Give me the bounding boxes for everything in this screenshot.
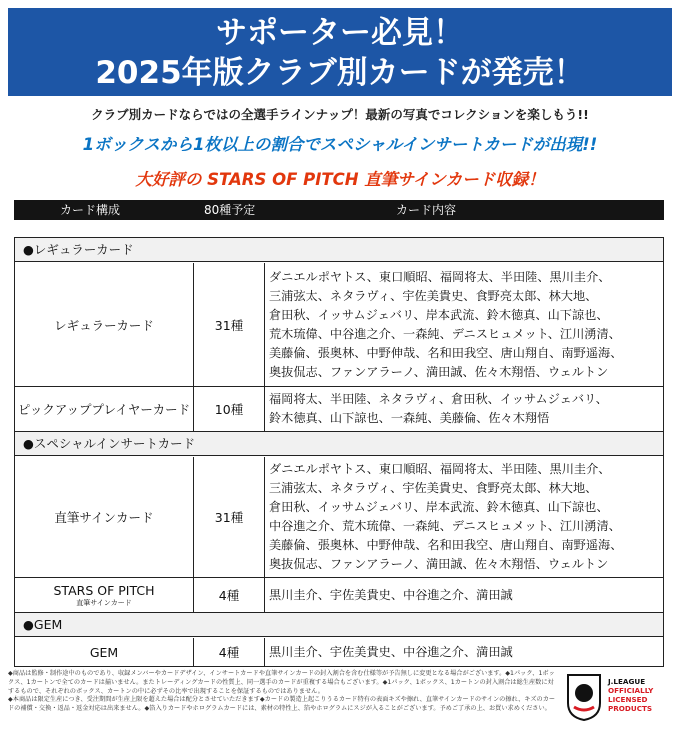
table-row-gem [15, 638, 663, 666]
headline-line-2: 2025年版クラブ別カードが発売！ [95, 55, 585, 91]
row-content: ダニエルポヤトス、東口順昭、福岡将太、半田陸、黒川圭介、 三浦弦太、ネタラヴィ、宇佐美貴史、食野亮太郎、林大地、 倉田秋、イッサムジェバリ、岸本武流、鈴木徳真、山下諒也、 中谷進之介、荒木琉偉、一森純、デニスヒュメット、江川湧清、 美藤倫、張奥林、中野伸哉、名和田我空、唐山翔自、南野遥海、 奥抜侃志、ファンアラーノ、満田誠、佐々木翔悟、ウェルトン [269, 462, 623, 571]
header-card-type: カード構成 [60, 203, 121, 217]
row-count: 31種 [194, 457, 265, 577]
row-content: 黒川圭介、宇佐美貴史、中谷進之介、満田誠 [269, 644, 513, 659]
headline-banner [8, 8, 672, 96]
jleague-logo-text: J.LEAGUE OFFICIALLY LICENSED PRODUCTS [608, 677, 654, 713]
card-lineup-table [14, 237, 664, 667]
subtitle-special-insert: 1ボックスから1枚以上の割合でスペシャルインサートカードが出現!! [82, 135, 598, 154]
row-count: 31種 [194, 263, 265, 386]
row-content: 福岡将太、半田陸、ネタラヴィ、倉田秋、イッサムジェバリ、 鈴木徳真、山下諒也、一森純、美藤倫、佐々木翔悟 [269, 392, 608, 425]
table-row-regular [15, 263, 663, 387]
row-subname: 直筆サインカード [76, 598, 132, 607]
row-content: 黒川圭介、宇佐美貴史、中谷進之介、満田誠 [269, 587, 513, 602]
headline-line-1: サポーター必見！ [216, 15, 464, 51]
table-header [14, 200, 664, 220]
row-name: レギュラーカード [15, 263, 194, 386]
jleague-licensed-logo [564, 673, 672, 723]
subtitle-autograph: 大好評の STARS OF PITCH 直筆サインカード収録！ [135, 170, 545, 189]
header-card-count: 80種予定 [204, 203, 256, 217]
row-name: 直筆サインカード [15, 457, 194, 577]
row-count: 4種 [194, 638, 265, 666]
table-row-stars-of-pitch [15, 578, 663, 613]
section-regular: ●レギュラーカード [15, 238, 663, 262]
subtitle-lineup: クラブ別カードならではの全選手ラインナップ！最新の写真でコレクションを楽しもう!! [91, 107, 589, 122]
table-row-autograph [15, 457, 663, 578]
row-name: STARS OF PITCH 直筆サインカード [15, 578, 194, 612]
table-row-pickup [15, 387, 663, 432]
row-name: GEM [15, 638, 194, 666]
row-count: 10種 [194, 387, 265, 431]
jleague-emblem-icon [564, 673, 604, 721]
header-card-content: カード内容 [396, 203, 457, 217]
section-special: ●スペシャルインサートカード [15, 432, 663, 456]
row-content: ダニエルポヤトス、東口順昭、福岡将太、半田陸、黒川圭介、 三浦弦太、ネタラヴィ、宇佐美貴史、食野亮太郎、林大地、 倉田秋、イッサムジェバリ、岸本武流、鈴木徳真、山下諒也、 荒木琉偉、中谷進之介、一森純、デニスヒュメット、江川湧清、 美藤倫、張奥林、中野伸哉、名和田我空、唐山翔自、南野遥海、 奥抜侃志、ファンアラーノ、満田誠、佐々木翔悟、ウェルトン [269, 269, 623, 379]
row-count: 4種 [194, 578, 265, 612]
row-name: ピックアッププレイヤーカード [15, 387, 194, 431]
footnote: ◆商品は監修・制作途中のものであり、収録メンバーやカードデザイン、インサートカードや直筆サインカードの封入割合を含む仕様等が予告無しに変更となる場合がございます。◆1パック、1ボックス、1カートンで全てのカードは揃いません。またトレーディングカードの性質上、同一選手のカードが重複する場合もございます。◆1パック、1ボックス、1カートンの封入割合は総生産数に対するもので、それぞれのボックス、カートンの中に必ずその比率で出現することを保証するものではありません。 ◆本商品は限定生産につき、受注期間が生産上限を超えた場合は配分とさせていただきます◆カードの製造上起こりうるカード特有の表面キズや擦れ、直筆サインカードのサインの擦れ、キズのカードの補償・交換・返品・返金対応は出来ません。◆箔入りカードやホログラムカードには、素材の特性上、箔やホログラムにスジが入ることがございます。予めご了承の上、お買い求めください。 [8, 670, 556, 713]
section-gem: ●GEM [15, 613, 663, 637]
